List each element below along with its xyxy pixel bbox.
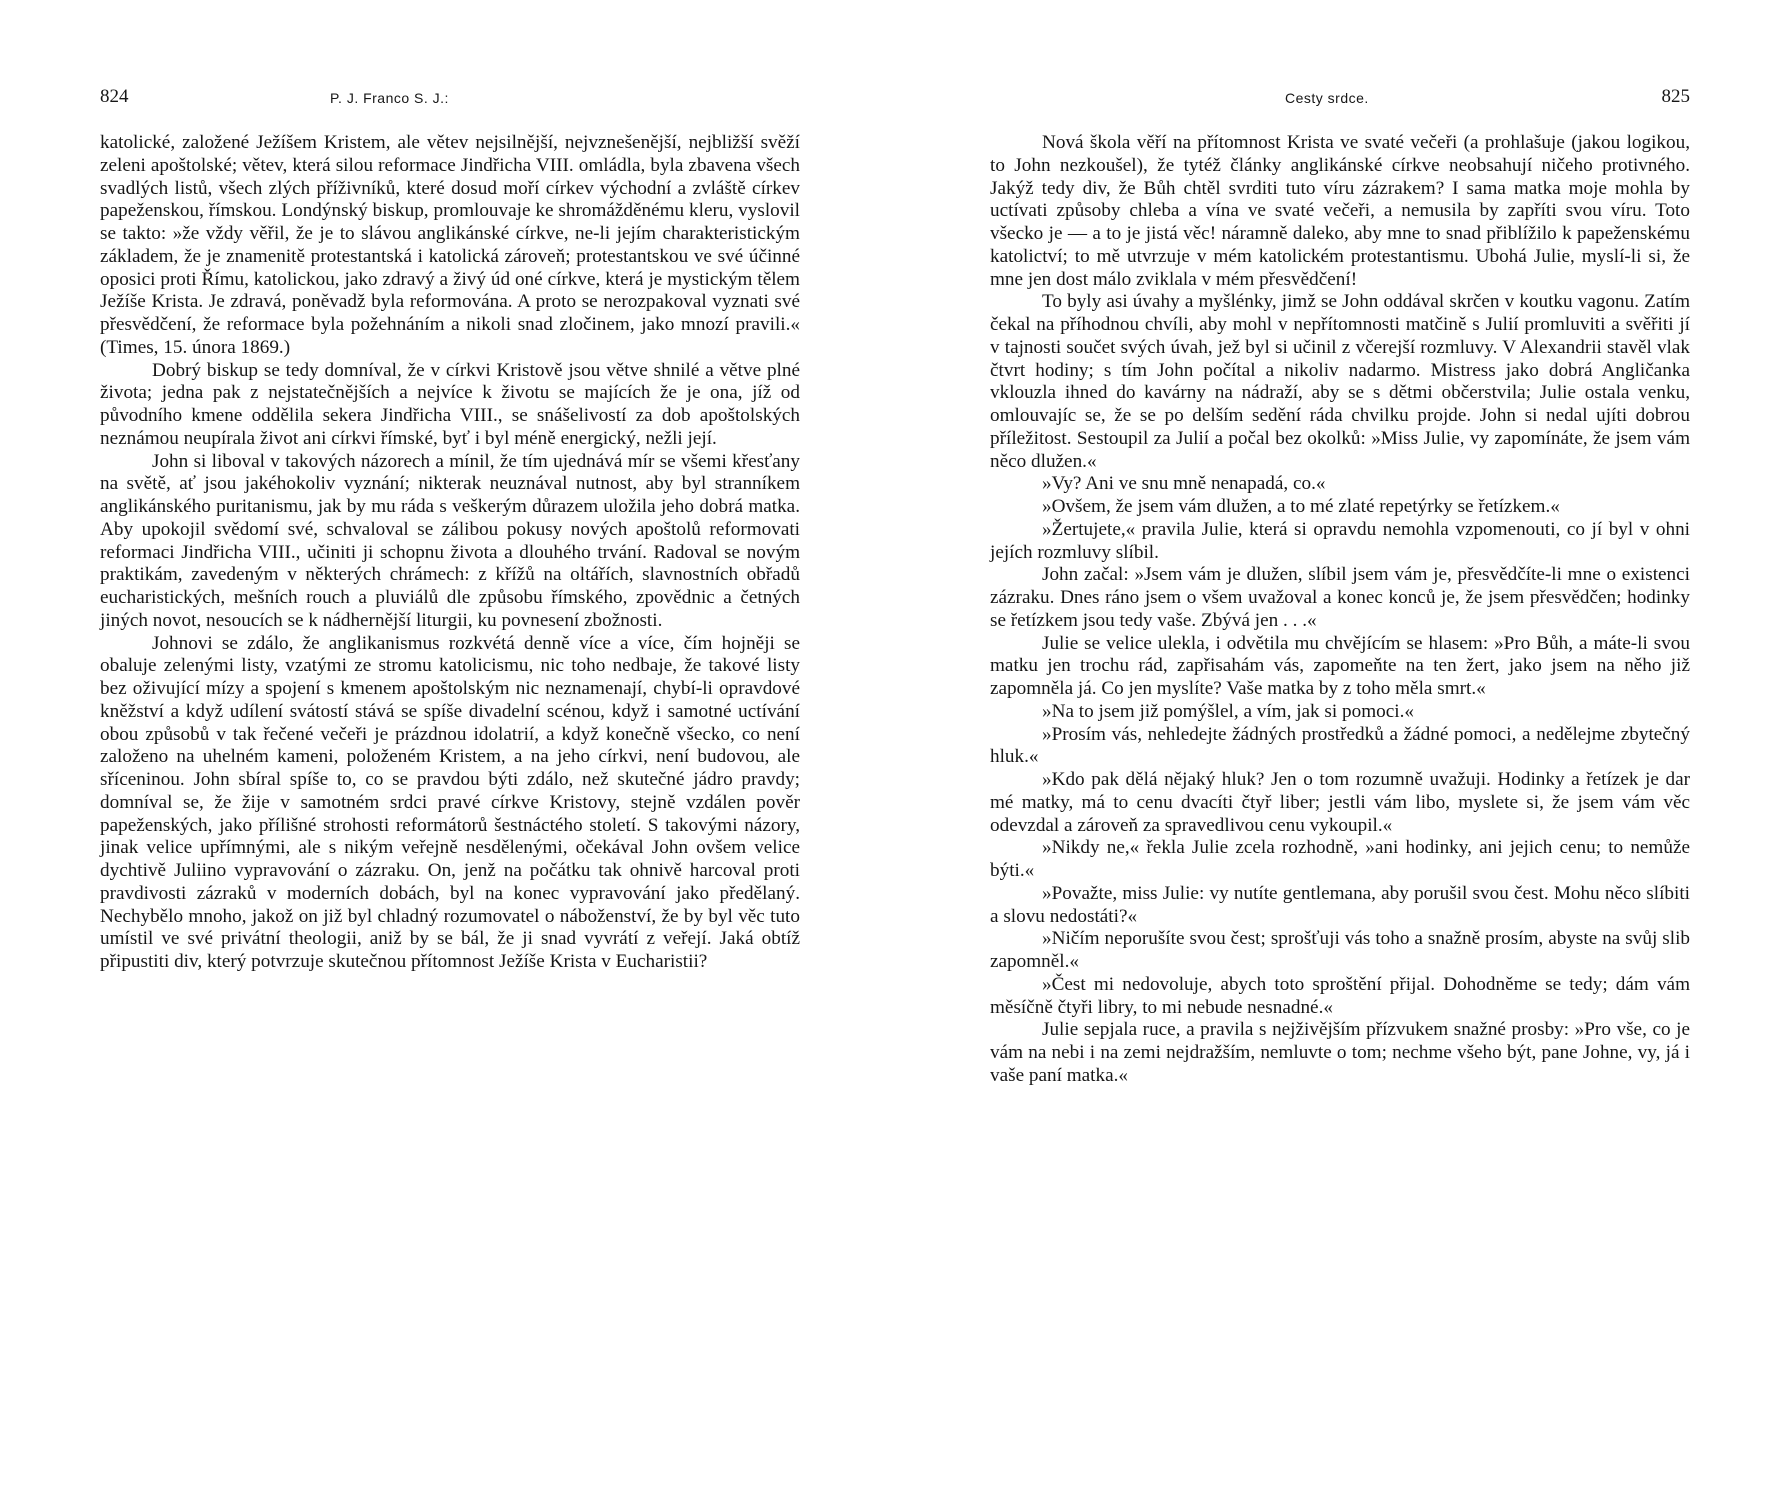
paragraph: Julie se velice ulekla, i odvětila mu chvějícím se hlasem: »Pro Bůh, a máte-li svou matku jen trochu rád, zapřisahám vás, zapomeňte na ten žert, jako jsem na něho již zapomněla já. Co jen myslíte? Vaše matka by z toho měla smrt.« <box>990 632 1690 699</box>
left-page-text <box>100 132 800 974</box>
page-number: 825 <box>1661 86 1690 107</box>
paragraph: »Prosím vás, nehledejte žádných prostředků a žádné pomoci, a nedělejme zbytečný hluk.« <box>990 723 1690 768</box>
running-head: P. J. Franco S. J.: <box>330 90 449 106</box>
paragraph: »Kdo pak dělá nějaký hluk? Jen o tom rozumně uvažuji. Hodinky a řetízek je dar mé matky, má to cenu dvacíti čtyř liber; jestli vám libo, myslete si, že jsem vám věc odevzdal a zároveň za spravedlivou cenu vykoupil.« <box>990 769 1690 836</box>
paragraph: Johnovi se zdálo, že anglikanismus rozkvétá denně více a více, čím hojněji se obaluje zelenými listy, vzatými ze stromu katolicismu, nic toho nedbaje, že takové listy bez oživující mízy a spojení s kmenem apoštolským nic neznamenají, chybí-li opravdové kněžství a když udílení svátostí stává se spíše divadelní scénou, když i samotné uctívání obou způsobů v tak řečené večeři je prázdnou idolatrií, a když konečně všecko, co není založeno na uhelném kameni, položeném Kristem, a na jeho církvi, není budovou, ale sříceninou. John sbíral spíše to, co se pravdou býti zdálo, než skutečné jádro pravdy; domníval se, že žije v samotném srdci pravé církve Kristovy, stejně vzdálen pověr papeženských, jako přílišné strohosti reformátorů šestnáctého století. S takovými názory, jinak velice upřímnými, ale s nikým veřejně nesdělenými, očekával John ovšem velice dychtivě Juliino vypravování o zázraku. On, jenž na počátku tak ohnivě harcoval proti pravdivosti zázraků v moderních dobách, byl na konec vypravování jako předělaný. Nechybělo mnoho, jakož on již byl chladný rozumovatel o náboženství, že by byl věc tuto umístil ve své privátní theologii, aniž by se bál, že ji snad vyvrátí z veřejí. Jaká obtíž připustiti div, který potvrzuje skutečnou přítomnost Ježíše Krista v Eucharistii? <box>100 632 800 972</box>
right-page-header <box>990 86 1690 126</box>
page-number: 824 <box>100 86 129 107</box>
paragraph: Julie sepjala ruce, a pravila s nejživějším přízvukem snažné prosby: »Pro vše, co je vám na nebi i na zemi nejdražším, nemluvte o tom; nechme všeho být, pane Johne, vy, já i vaše paní matka.« <box>990 1019 1690 1086</box>
left-page <box>100 0 800 974</box>
paragraph: »Nikdy ne,« řekla Julie zcela rozhodně, »ani hodinky, ani jejich cenu; to nemůže býti.« <box>990 837 1690 881</box>
paragraph: John začal: »Jsem vám je dlužen, slíbil jsem vám je, přesvědčíte-li mne o existenci zázraku. Dnes ráno jsem o všem uvažoval a konec konců je, že jsem přesvědčen; hodinky se řetízkem jsou tedy vaše. Zbývá jen . . .« <box>990 564 1690 631</box>
paragraph: »Považte, miss Julie: vy nutíte gentlemana, aby porušil svou čest. Mohu něco slíbiti a slovu nedostáti?« <box>990 882 1690 927</box>
paragraph: »Na to jsem již pomýšlel, a vím, jak si pomoci.« <box>1042 700 1414 722</box>
paragraph: »Čest mi nedovoluje, abych toto sproštění přijal. Dohodněme se tedy; dám vám měsíčně čtyři libry, to mi nebude nesnadné.« <box>990 973 1690 1018</box>
left-page-header <box>100 86 800 126</box>
paragraph: »Žertujete,« pravila Julie, která si opravdu nemohla vzpomenouti, co jí byl v ohni jejích rozmluvy slíbil. <box>990 518 1690 563</box>
right-page-text <box>990 132 1690 1088</box>
paragraph: »Ničím neporušíte svou čest; sprošťuji vás toho a snažně prosím, abyste na svůj slib zapomněl.« <box>990 928 1690 972</box>
right-page <box>990 0 1690 1088</box>
paragraph: »Vy? Ani ve snu mně nenapadá, co.« <box>1042 473 1326 495</box>
paragraph: John si liboval v takových názorech a mínil, že tím ujednává mír se všemi křesťany na světě, ať jsou jakéhokoliv vyznání; nikterak neuznával nutnost, aby byl stranníkem anglikánského puritanismu, jak by mu ráda s veškerým důrazem uložila jeho dobrá matka. Aby upokojil svědomí své, schvaloval se zálibou pokusy nových apoštolů reformovati reformaci Jindřicha VIII., učiniti ji schopnu života a dlouhého trvání. Radoval se novým praktikám, zavedeným v některých chrámech: z křížů na oltářích, slavnostních obřadů eucharistických, mešních rouch a pluviálů dle způsobu římského, zpovědnic a četných jiných novot, nesoucích se k nádhernější liturgii, ku povnesení zbožnosti. <box>100 450 800 631</box>
paragraph: Nová škola věří na přítomnost Krista ve svaté večeři (a prohlašuje (jakou logikou, to John nezkoušel), že tytéž články anglikánské církve neobsahují ničeho protivného. Jakýž tedy div, že Bůh chtěl svrditi tuto víru zázrakem? I sama matka moje mohla by uctívati způsoby chleba a vína ve svaté večeři, a nemusila by zapříti svou víru. Toto všecko je — a to je jistá věc! náramně daleko, aby mne to snad přiblížilo k papeženskému katolictví; to mě utvrzuje v mém katolickém protestantismu. Ubohá Julie, myslí-li si, že mne jen dost málo zviklala v mém přesvědčení! <box>990 132 1690 290</box>
paragraph: Dobrý biskup se tedy domníval, že v církvi Kristově jsou větve shnilé a větve plné života; jedna pak z nejstatečnějších a nejvíce k životu se majících že je ona, jíž od původního kmene oddělila sekera Jindřicha VIII., se snášelivostí za dob apoštolských neznámou neupírala život ani církvi římské, byť i byl méně energický, nežli její. <box>100 359 800 449</box>
running-head: Cesty srdce. <box>1285 90 1369 106</box>
paragraph: To byly asi úvahy a myšlénky, jimž se John oddával skrčen v koutku vagonu. Zatím čekal na příhodnou chvíli, aby mohl v nepřítomnosti matčině s Julií promluviti a svěřiti jí v tajnosti součet svých úvah, jež byl si učinil z včerejší rozmluvy. V Alexandrii stavěl vlak čtvrt hodiny; s tím John počítal a nikoliv nadarmo. Mistress jako dobrá Angličanka vklouzla ihned do kavárny na nádraží, aby se s dětmi občerstvila; Julie ostala venku, omlouvajíc se, že se po delším sedění ráda chvilku projde. John si nedal ujíti dobrou příležitost. Sestoupil za Julií a počal bez okolků: »Miss Julie, vy zapomínáte, že jsem vám něco dlužen.« <box>990 291 1690 472</box>
paragraph: »Ovšem, že jsem vám dlužen, a to mé zlaté repetýrky se řetízkem.« <box>1042 496 1560 517</box>
paragraph: katolické, založené Ježíšem Kristem, ale větev nejsilnější, nejvznešenější, nejbližší svěží zeleni apoštolské; větev, která silou reformace Jindřicha VIII. omládla, byla zbavena všech svadlých listů, všech zlých příživníků, které dosud moří církev východní a zvláště církev papeženskou, římskou. Londýnský biskup, promlouvaje ke shromážděnému kleru, vyslovil se takto: »že vždy věřil, že je to slávou anglikánské církve, ne-li jejím charakteristickým základem, že je znamenitě protestantská i katolická zároveň; protestantskou ve své účinné oposici proti Římu, katolickou, jako zdravý a živý úd oné církve, která je mystickým tělem Ježíše Krista. Je zdravá, poněvadž byla reformována. A proto se nerozpakoval vyznati své přesvědčení, že reformace byla požehnáním a nikoli snad zločinem, jako mnozí pravili.« (Times, 15. února 1869.) <box>100 132 800 358</box>
